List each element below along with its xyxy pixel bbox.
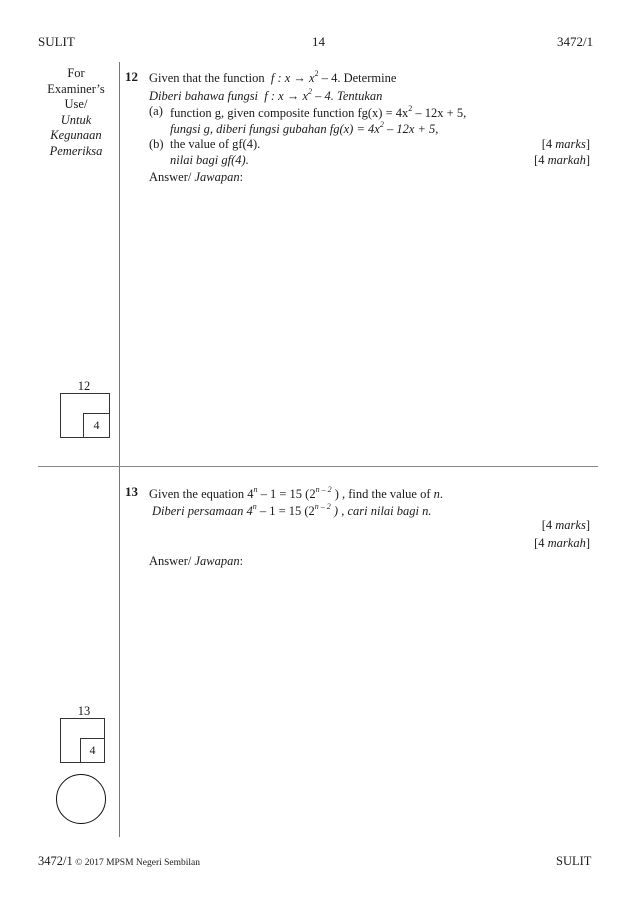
examiner-line-2: Examiner’s — [47, 81, 105, 96]
q12-english-stem: Given that the function f : $x \to x^2 - 4$. Determine — [149, 69, 397, 85]
q12-max-marks: 4 — [83, 413, 110, 438]
q12-number: 12 — [125, 69, 138, 84]
q12a-english: function g, given composite function $fg(x) = 4x^2 - 12x + 5$, — [170, 104, 467, 120]
q12a-label: (a) — [149, 104, 163, 118]
q12b-label: (b) — [149, 137, 164, 151]
q12b-malay: nilai bagi gf(4). — [170, 153, 249, 167]
footer-copyright: 3472/1 © 2017 MPSM Negeri Sembilan — [38, 854, 201, 868]
q12a-malay: fungsi g, diberi fungsi gubahan $fg(x) = 4x^2 - 12x + 5$, — [170, 120, 439, 136]
q13-score-label: 13 — [77, 704, 91, 718]
q13-marks-english: [4 marks] — [541, 518, 590, 532]
q12-marks-english: [4 marks] — [541, 137, 590, 151]
q13-malay-stem: Diberi persamaan 4$^n$ – 1 = 15 (2$^{n - 2}$ ) , cari nilai bagi n. — [152, 502, 432, 518]
q12-marks-malay: [4 markah] — [534, 153, 590, 167]
examiner-line-5: Kegunaan — [50, 128, 102, 142]
question-divider-horizontal — [38, 466, 598, 467]
header-sulit-left: SULIT — [38, 34, 75, 49]
q12-answer-label: Answer/ Jawapan: — [149, 170, 244, 184]
q13-marks-malay: [4 markah] — [534, 536, 590, 550]
q12b-english: the value of gf(4). — [170, 137, 261, 151]
header-paper-code: 3472/1 — [557, 34, 594, 49]
q13-number: 13 — [125, 484, 138, 499]
page-number: 14 — [312, 34, 325, 49]
examiner-use-label — [42, 66, 110, 159]
examiner-line-1: For — [67, 66, 85, 80]
examiner-line-3: Use/ — [64, 97, 88, 111]
q13-answer-label: Answer/ Jawapan: — [149, 554, 244, 568]
q12-malay-stem: Diberi bahawa fungsi f : $x \to x^2 - 4$. Tentukan — [149, 87, 383, 103]
examiner-line-6: Pemeriksa — [49, 143, 103, 158]
q13-english-stem: Given the equation 4$^n$ – 1 = 15 (2$^{n - 2}$ ) , find the value of n. — [149, 485, 444, 501]
margin-divider-vertical — [119, 62, 120, 837]
q12-score-label: 12 — [77, 379, 91, 393]
examiner-line-4: Untuk — [60, 112, 92, 127]
footer-sulit-right: SULIT — [556, 854, 592, 868]
total-score-circle[interactable] — [56, 774, 106, 824]
q13-max-marks: 4 — [80, 738, 105, 763]
